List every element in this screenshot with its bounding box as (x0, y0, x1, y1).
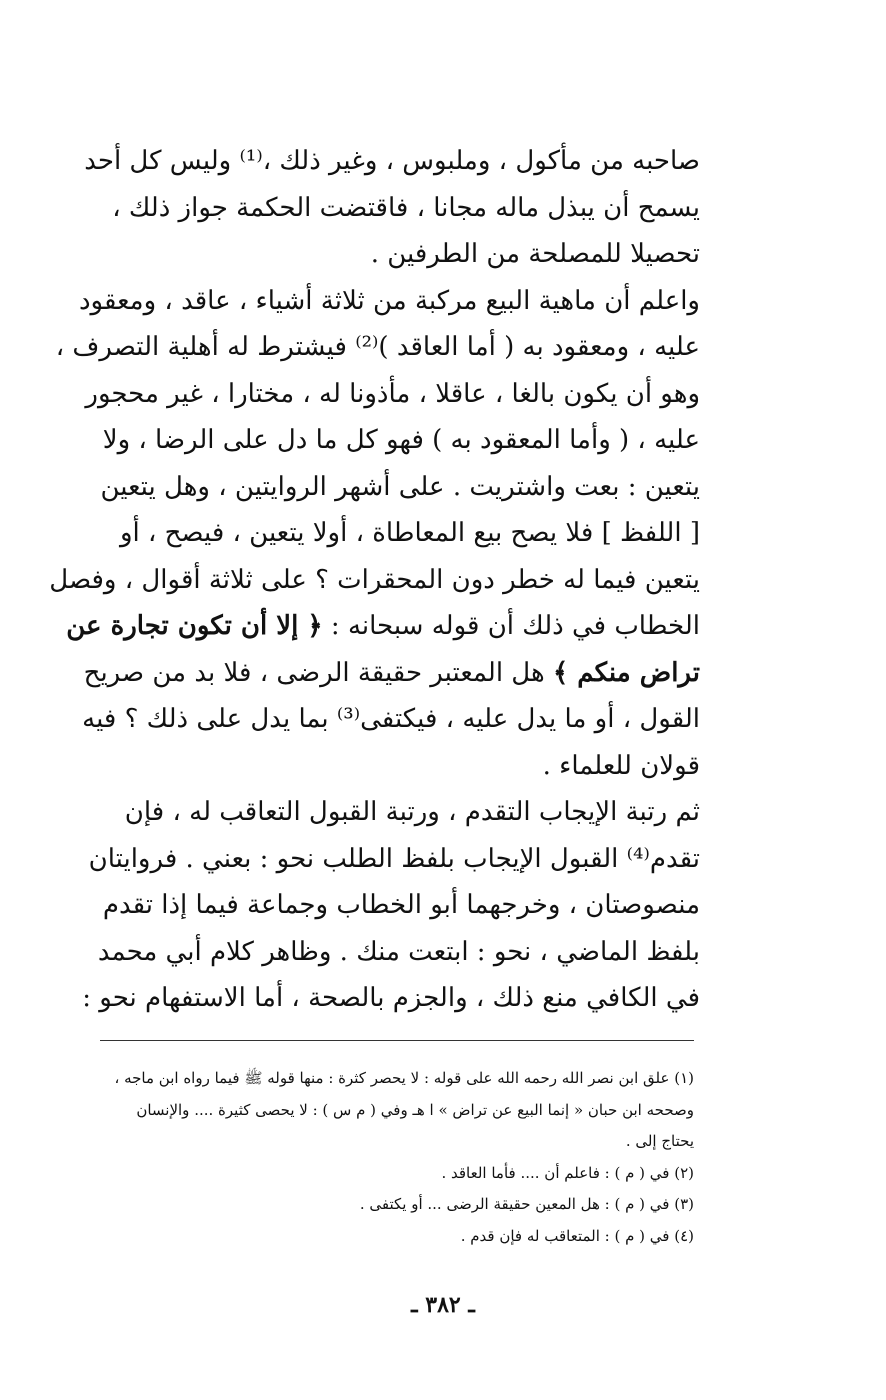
text-line: عليه ، ومعقود به ( أما العاقد )⁽²⁾ فيشترط له أهلية التصرف ، (55, 332, 700, 362)
text-segment: الخطاب في ذلك أن قوله سبحانه : (330, 611, 700, 641)
text-line: ثم رتبة الإيجاب التقدم ، ورتبة القبول التعاقب له ، فإن (124, 797, 700, 827)
footnote-line: (٤) في ( م ) : المتعاقب له فإن قدم . (460, 1226, 694, 1245)
paragraph-3 (82, 789, 700, 1022)
text-line: منصوصتان ، وخرجهما أبو الخطاب وجماعة فيما إذا تقدم (102, 890, 700, 920)
footnote-line: (٢) في ( م ) : فاعلم أن .... فأما العاقد . (441, 1163, 694, 1182)
text-line: القول ، أو ما يدل عليه ، فيكتفى⁽³⁾ بما يدل على ذلك ؟ فيه (82, 704, 700, 734)
footnote-line: وصححه ابن حبان « إنما البيع عن تراض » ا هـ وفي ( م س ) : لا يحصى كثيرة .... والإنسان (136, 1100, 694, 1119)
paragraph-1 (84, 138, 700, 278)
text-line: يسمح أن يبذل ماله مجانا ، فاقتضت الحكمة جواز ذلك ، (112, 192, 700, 223)
text-line: صاحبه من مأكول ، وملبوس ، وغير ذلك ،⁽¹⁾ وليس كل أحد (84, 146, 700, 176)
text-line: في الكافي منع ذلك ، والجزم بالصحة ، أما الاستفهام نحو : (82, 983, 700, 1013)
quran-verse: تراض منكم ﴾ (552, 657, 700, 688)
paragraph-2 (49, 278, 700, 790)
quran-verse: ﴿ إلا أن تكون تجارة عن (66, 611, 323, 641)
text-line: واعلم أن ماهية البيع مركبة من ثلاثة أشياء ، عاقد ، ومعقود (78, 285, 700, 316)
text-line (83, 650, 700, 697)
text-line: يتعين : بعت واشتريت . على أشهر الروايتين ، وهل يتعين (100, 471, 700, 502)
text-segment: هل المعتبر حقيقة الرضى ، فلا بد من صريح (83, 657, 545, 688)
footnote-line: (٣) في ( م ) : هل المعين حقيقة الرضى ... أو يكتفى . (359, 1195, 694, 1213)
text-line: قولان للعلماء . (542, 750, 700, 781)
text-line (66, 603, 700, 650)
page-number: ـ ٣٨٢ ـ (411, 1292, 475, 1318)
text-line: عليه ، ( وأما المعقود به ) فهو كل ما دل على الرضا ، ولا (102, 425, 700, 455)
text-line: يتعين فيما له خطر دون المحقرات ؟ على ثلاثة أقوال ، وفصل (49, 564, 700, 595)
text-line: تحصيلا للمصلحة من الطرفين . (370, 239, 700, 269)
text-line: تقدم⁽⁴⁾ القبول الإيجاب بلفظ الطلب نحو : بعني . فروايتان (88, 843, 700, 874)
main-text (49, 138, 700, 1022)
text-line: بلفظ الماضي ، نحو : ابتعت منك . وظاهر كلام أبي محمد (97, 936, 700, 967)
text-line: وهو أن يكون بالغا ، عاقلا ، مأذونا له ، مختارا ، غير محجور (85, 378, 700, 409)
text-line: [ اللفظ ] فلا يصح بيع المعاطاة ، أولا يتعين ، فيصح ، أو (119, 518, 700, 548)
footnote-line: يحتاج إلى . (625, 1132, 694, 1150)
footnote-divider (100, 1040, 694, 1041)
footnotes (100, 1063, 694, 1252)
footnote-line: (١) علق ابن نصر الله رحمه الله على قوله : لا يحصر كثرة : منها قوله ﷺ فيما رواه ابن ماجه ، (114, 1069, 694, 1087)
